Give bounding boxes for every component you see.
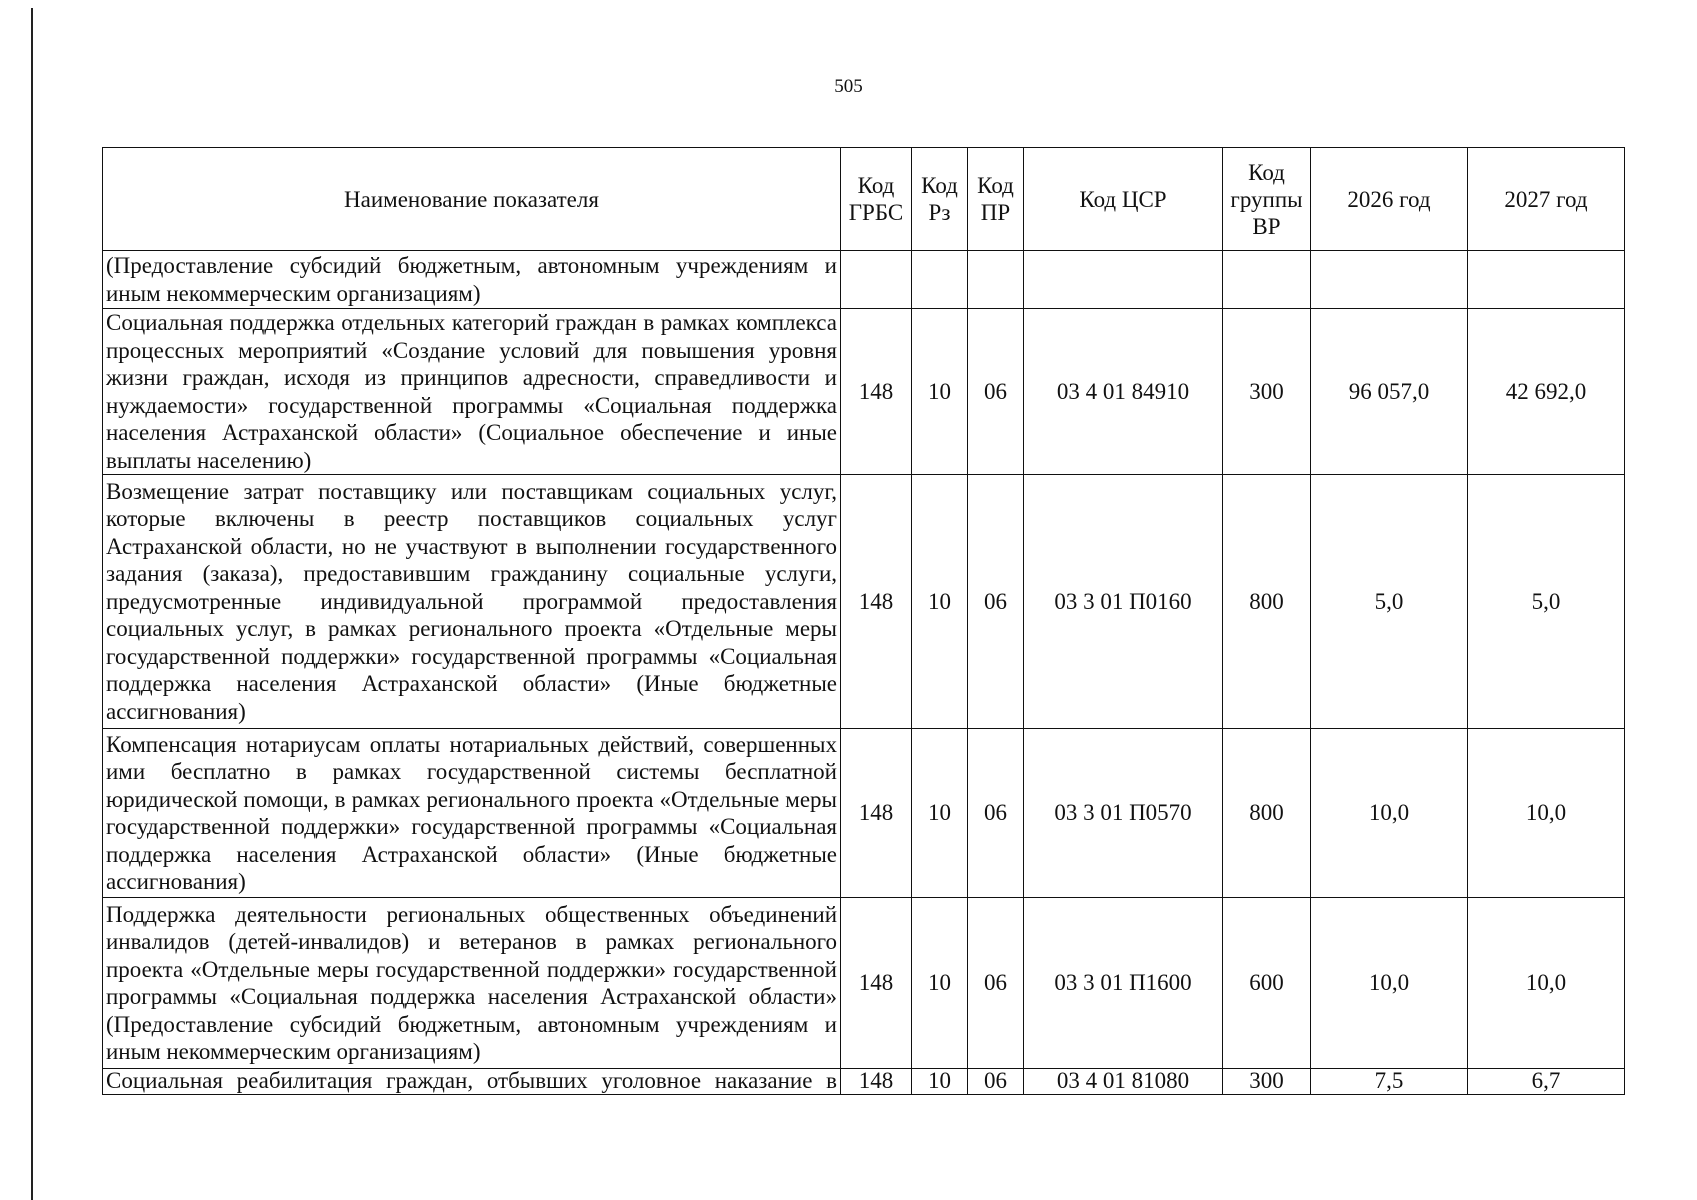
row-grbs: 148 (841, 309, 912, 475)
row-csr: 03 3 01 П0160 (1024, 475, 1223, 729)
row-2026 (1311, 251, 1468, 309)
row-csr: 03 4 01 84910 (1024, 309, 1223, 475)
row-name: Социальная поддержка отдельных категорий граждан в рамках комплекса процессных мероприятий «Создание условий для повышения уровня жизни граждан, исходя из принципов адресности, справедливости и нуждаемости» государственной программы «Социальная поддержка населения Астраханской области» (Социальное обеспечение и иные выплаты населению) (103, 309, 841, 475)
header-row (103, 148, 1625, 251)
budget-table (102, 147, 1625, 1095)
row-rz: 10 (912, 729, 968, 898)
header-2026: 2026 год (1311, 148, 1468, 251)
row-rz: 10 (912, 898, 968, 1069)
row-pr: 06 (968, 309, 1024, 475)
table-body (103, 251, 1625, 1095)
row-rz (912, 251, 968, 309)
row-name: Возмещение затрат поставщику или поставщикам социальных услуг, которые включены в реестр поставщиков социальных услуг Астраханской области, но не участвуют в выполнении государственного задания (заказа), предоставившим гражданину социальные услуги, предусмотренные индивидуальной программой предоставления социальных услуг, в рамках регионального проекта «Отдельные меры государственной поддержки» государственной программы «Социальная поддержка населения Астраханской области» (Иные бюджетные ассигнования) (103, 475, 841, 729)
row-csr: 03 3 01 П1600 (1024, 898, 1223, 1069)
header-grbs: Код ГРБС (841, 148, 912, 251)
row-2026: 5,0 (1311, 475, 1468, 729)
row-vr: 800 (1223, 475, 1311, 729)
row-vr (1223, 251, 1311, 309)
row-name: Компенсация нотариусам оплаты нотариальных действий, совершенных ими бесплатно в рамках государственной системы бесплатной юридической помощи, в рамках регионального проекта «Отдельные меры государственной поддержки» государственной программы «Социальная поддержка населения Астраханской области» (Иные бюджетные ассигнования) (103, 729, 841, 898)
row-2027: 42 692,0 (1468, 309, 1625, 475)
header-rz: Код Рз (912, 148, 968, 251)
row-2026: 7,5 (1311, 1069, 1468, 1095)
row-csr: 03 4 01 81080 (1024, 1069, 1223, 1095)
page-number: 505 (834, 76, 863, 97)
row-grbs: 148 (841, 898, 912, 1069)
row-name: (Предоставление субсидий бюджетным, автономным учреждениям и иным некоммерческим организациям) (103, 251, 841, 309)
row-csr: 03 3 01 П0570 (1024, 729, 1223, 898)
row-grbs (841, 251, 912, 309)
table-row (103, 475, 1625, 729)
table-row (103, 309, 1625, 475)
row-name: Поддержка деятельности региональных общественных объединений инвалидов (детей-инвалидов) и ветеранов в рамках регионального проекта «Отдельные меры государственной поддержки» государственной программы «Социальная поддержка населения Астраханской области» (Предоставление субсидий бюджетным, автономным учреждениям и иным некоммерческим организациям) (103, 898, 841, 1069)
row-vr: 600 (1223, 898, 1311, 1069)
header-vr: Код группы ВР (1223, 148, 1311, 251)
row-2026: 96 057,0 (1311, 309, 1468, 475)
table-row (103, 729, 1625, 898)
row-grbs: 148 (841, 475, 912, 729)
table-row (103, 1069, 1625, 1095)
table-row (103, 251, 1625, 309)
row-grbs: 148 (841, 1069, 912, 1095)
row-2026: 10,0 (1311, 729, 1468, 898)
row-2027: 10,0 (1468, 898, 1625, 1069)
row-vr: 800 (1223, 729, 1311, 898)
row-pr (968, 251, 1024, 309)
row-csr (1024, 251, 1223, 309)
row-pr: 06 (968, 475, 1024, 729)
row-pr: 06 (968, 1069, 1024, 1095)
row-vr: 300 (1223, 1069, 1311, 1095)
row-2027: 6,7 (1468, 1069, 1625, 1095)
row-rz: 10 (912, 1069, 968, 1095)
row-2027 (1468, 251, 1625, 309)
row-vr: 300 (1223, 309, 1311, 475)
left-margin-rule (31, 8, 33, 1200)
row-2027: 5,0 (1468, 475, 1625, 729)
row-2027: 10,0 (1468, 729, 1625, 898)
row-grbs: 148 (841, 729, 912, 898)
row-pr: 06 (968, 898, 1024, 1069)
header-csr: Код ЦСР (1024, 148, 1223, 251)
row-pr: 06 (968, 729, 1024, 898)
header-name: Наименование показателя (103, 148, 841, 251)
row-2026: 10,0 (1311, 898, 1468, 1069)
header-2027: 2027 год (1468, 148, 1625, 251)
row-rz: 10 (912, 309, 968, 475)
row-rz: 10 (912, 475, 968, 729)
row-name: Социальная реабилитация граждан, отбывших уголовное наказание в (103, 1069, 841, 1095)
header-pr: Код ПР (968, 148, 1024, 251)
table-header (103, 148, 1625, 251)
table-row (103, 898, 1625, 1069)
